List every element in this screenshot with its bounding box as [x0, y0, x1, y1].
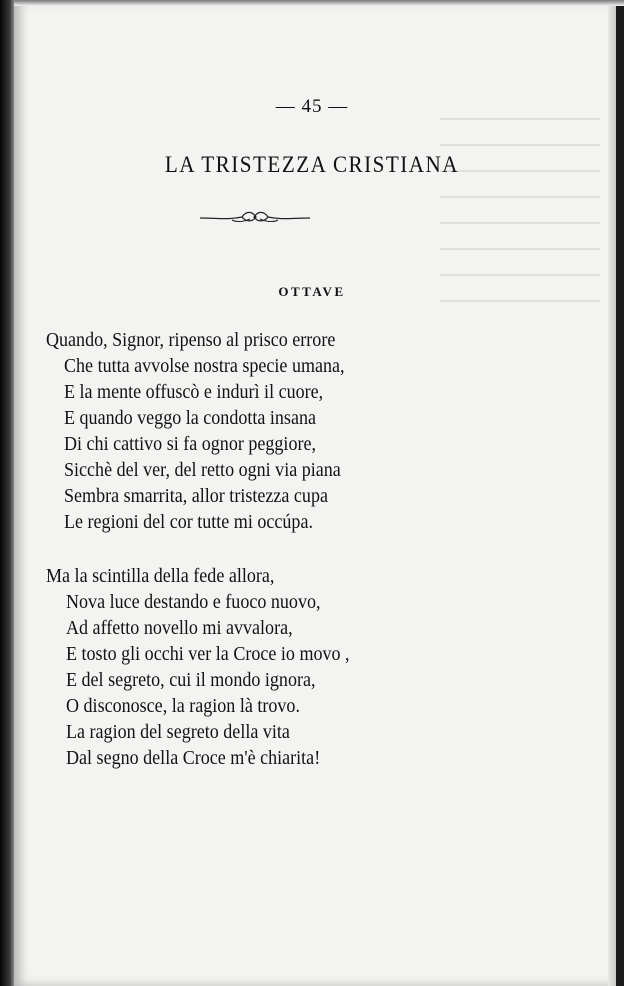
verse-line: Di chi cattivo si fa ognor peggiore, [64, 433, 316, 455]
poem-title: LA TRISTEZZA CRISTIANA [164, 152, 460, 177]
ornament-divider-icon [198, 208, 312, 226]
verse-line: E quando veggo la condotta insana [64, 407, 316, 429]
verse-line: Ma la scintilla della fede allora, [46, 565, 275, 587]
verse-line: E la mente offuscò e indurì il cuore, [64, 381, 324, 403]
verse-line: E tosto gli occhi ver la Croce io movo , [66, 643, 350, 665]
page-edge [608, 0, 616, 986]
verse-line: E del segreto, cui il mondo ignora, [66, 669, 316, 691]
verse-line: Nova luce destando e fuoco nuovo, [66, 591, 321, 613]
verse-line: Quando, Signor, ripenso al prisco errore [46, 329, 336, 351]
verse-line: Ad affetto novello mi avvalora, [66, 617, 293, 639]
verse-line: O disconosce, la ragion là trovo. [66, 695, 300, 717]
page-top-shadow [14, 0, 624, 6]
poem-subtitle: OTTAVE [278, 284, 346, 299]
binding-edge [0, 0, 14, 986]
verse-line: Che tutta avvolse nostra specie umana, [64, 355, 345, 377]
page-number: — 45 — [275, 96, 349, 117]
verse-line: Sicchè del ver, del retto ogni via piana [64, 459, 341, 481]
verse-line: La ragion del segreto della vita [66, 721, 290, 743]
verse-line: Dal segno della Croce m'è chiarita! [66, 747, 321, 769]
verse-line: Le regioni del cor tutte mi occúpa. [64, 511, 313, 533]
verse-line: Sembra smarrita, allor tristezza cupa [64, 485, 328, 507]
